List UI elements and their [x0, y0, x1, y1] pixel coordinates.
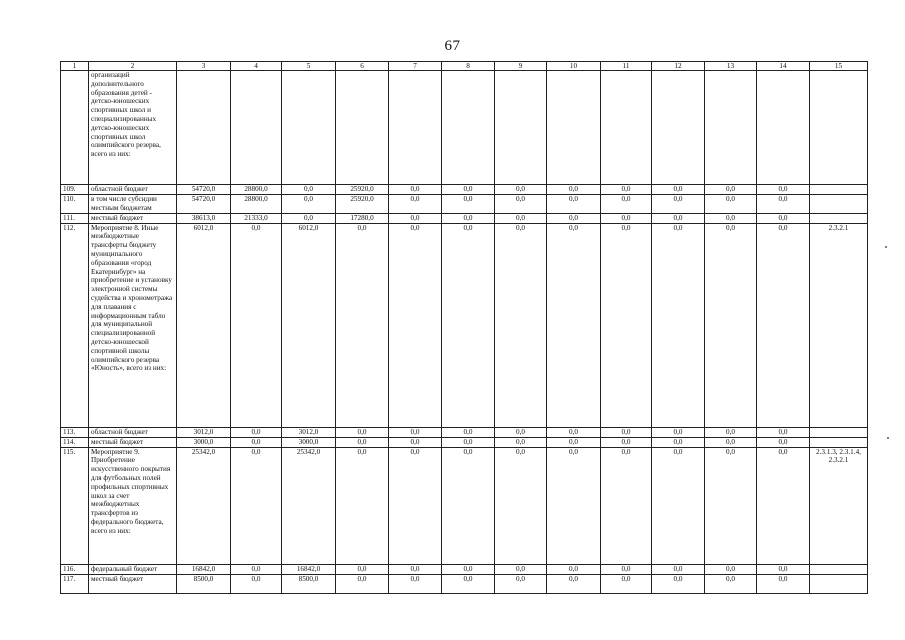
amount-cell: 0,0 — [389, 195, 442, 214]
target-reference — [810, 574, 868, 593]
amount-cell: 0,0 — [231, 574, 282, 593]
amount-cell: 17280,0 — [336, 213, 389, 223]
amount-cell: 0,0 — [757, 447, 810, 564]
amount-cell: 0,0 — [601, 185, 652, 195]
amount-cell: 0,0 — [652, 223, 705, 427]
column-header-2: 2 — [89, 62, 177, 71]
amount-cell: 8500,0 — [177, 574, 231, 593]
amount-cell: 0,0 — [547, 213, 601, 223]
amount-cell: 0,0 — [442, 574, 495, 593]
amount-cell: 0,0 — [705, 213, 757, 223]
table-row — [61, 564, 868, 574]
amount-cell: 0,0 — [389, 223, 442, 427]
amount-cell: 0,0 — [442, 447, 495, 564]
table-row — [61, 71, 868, 185]
amount-cell — [601, 71, 652, 185]
amount-cell: 0,0 — [336, 564, 389, 574]
amount-cell: 0,0 — [757, 437, 810, 447]
column-header-5: 5 — [282, 62, 336, 71]
amount-cell: 28800,0 — [231, 185, 282, 195]
table-header — [61, 62, 868, 71]
amount-cell: 0,0 — [601, 564, 652, 574]
column-header-10: 10 — [547, 62, 601, 71]
amount-cell: 0,0 — [282, 213, 336, 223]
target-reference — [810, 564, 868, 574]
amount-cell: 0,0 — [442, 213, 495, 223]
amount-cell: 0,0 — [442, 185, 495, 195]
amount-cell: 0,0 — [336, 574, 389, 593]
row-description: местный бюджет — [89, 574, 177, 593]
column-header-13: 13 — [705, 62, 757, 71]
amount-cell: 0,0 — [495, 195, 547, 214]
column-header-7: 7 — [389, 62, 442, 71]
amount-cell: 0,0 — [389, 427, 442, 437]
amount-cell: 25920,0 — [336, 195, 389, 214]
amount-cell: 0,0 — [652, 213, 705, 223]
amount-cell: 0,0 — [495, 574, 547, 593]
amount-cell: 0,0 — [652, 564, 705, 574]
amount-cell: 0,0 — [601, 195, 652, 214]
row-number: 117. — [61, 574, 89, 593]
amount-cell: 0,0 — [231, 447, 282, 564]
amount-cell: 0,0 — [547, 574, 601, 593]
row-number: 115. — [61, 447, 89, 564]
target-reference — [810, 437, 868, 447]
row-description: федеральный бюджет — [89, 564, 177, 574]
budget-table — [60, 61, 868, 594]
amount-cell: 0,0 — [705, 223, 757, 427]
amount-cell — [282, 71, 336, 185]
row-number: 111. — [61, 213, 89, 223]
column-header-9: 9 — [495, 62, 547, 71]
header-row — [61, 62, 868, 71]
amount-cell: 0,0 — [705, 574, 757, 593]
amount-cell — [442, 71, 495, 185]
amount-cell: 0,0 — [601, 223, 652, 427]
target-reference: 2.3.1.3, 2.3.1.4, 2.3.2.1 — [810, 447, 868, 564]
amount-cell: 0,0 — [547, 185, 601, 195]
amount-cell: 0,0 — [442, 195, 495, 214]
amount-cell: 0,0 — [757, 223, 810, 427]
amount-cell: 0,0 — [495, 213, 547, 223]
amount-cell: 0,0 — [336, 437, 389, 447]
amount-cell: 0,0 — [231, 223, 282, 427]
amount-cell: 0,0 — [495, 223, 547, 427]
amount-cell — [757, 71, 810, 185]
amount-cell: 3000,0 — [177, 437, 231, 447]
amount-cell: 3000,0 — [282, 437, 336, 447]
table-row — [61, 447, 868, 564]
amount-cell: 0,0 — [757, 427, 810, 437]
amount-cell: 3012,0 — [282, 427, 336, 437]
amount-cell: 54720,0 — [177, 195, 231, 214]
amount-cell: 16842,0 — [177, 564, 231, 574]
row-description: местный бюджет — [89, 437, 177, 447]
target-reference — [810, 213, 868, 223]
row-description: организаций дополнительного образования детей - детско-юношеских спортивных школ и специализированных детско-юношеских спортивных школ олимпийского резерва, всего из них: — [89, 71, 177, 185]
column-header-15: 15 — [810, 62, 868, 71]
amount-cell: 0,0 — [601, 574, 652, 593]
amount-cell: 0,0 — [652, 195, 705, 214]
amount-cell: 0,0 — [547, 427, 601, 437]
amount-cell: 0,0 — [389, 213, 442, 223]
amount-cell: 38613,0 — [177, 213, 231, 223]
row-number: 109. — [61, 185, 89, 195]
amount-cell: 0,0 — [231, 427, 282, 437]
row-number — [61, 71, 89, 185]
amount-cell: 0,0 — [601, 213, 652, 223]
amount-cell: 0,0 — [652, 574, 705, 593]
row-description: Мероприятие 8. Иные межбюджетные трансферты бюджету муниципального образования «город Екатеринбург» на приобретение и установку электронной системы судейства и хронометража для плавания с информационным табло для муниципальной специализированной детско-юношеской спортивной школы олимпийского резерва «Юность», всего из них: — [89, 223, 177, 427]
amount-cell: 0,0 — [231, 437, 282, 447]
column-header-3: 3 — [177, 62, 231, 71]
amount-cell: 0,0 — [282, 185, 336, 195]
amount-cell: 3012,0 — [177, 427, 231, 437]
amount-cell: 0,0 — [547, 447, 601, 564]
amount-cell: 0,0 — [547, 437, 601, 447]
table-row — [61, 574, 868, 593]
amount-cell: 16842,0 — [282, 564, 336, 574]
amount-cell: 0,0 — [231, 564, 282, 574]
scan-mark — [885, 246, 887, 248]
amount-cell: 0,0 — [495, 427, 547, 437]
amount-cell: 0,0 — [442, 427, 495, 437]
amount-cell: 0,0 — [757, 574, 810, 593]
amount-cell: 0,0 — [652, 437, 705, 447]
amount-cell — [177, 71, 231, 185]
amount-cell: 0,0 — [495, 447, 547, 564]
row-description: областной бюджет — [89, 185, 177, 195]
column-header-8: 8 — [442, 62, 495, 71]
amount-cell: 0,0 — [389, 574, 442, 593]
target-reference — [810, 71, 868, 185]
budget-table-container — [60, 61, 867, 594]
amount-cell: 0,0 — [705, 447, 757, 564]
amount-cell: 0,0 — [705, 185, 757, 195]
row-number: 112. — [61, 223, 89, 427]
column-header-1: 1 — [61, 62, 89, 71]
row-number: 113. — [61, 427, 89, 437]
amount-cell: 0,0 — [495, 437, 547, 447]
amount-cell: 25342,0 — [282, 447, 336, 564]
target-reference — [810, 427, 868, 437]
amount-cell: 0,0 — [547, 223, 601, 427]
column-header-12: 12 — [652, 62, 705, 71]
amount-cell: 0,0 — [652, 185, 705, 195]
column-header-4: 4 — [231, 62, 282, 71]
amount-cell: 54720,0 — [177, 185, 231, 195]
table-body — [61, 71, 868, 594]
amount-cell: 0,0 — [389, 437, 442, 447]
row-number: 110. — [61, 195, 89, 214]
amount-cell — [495, 71, 547, 185]
amount-cell: 0,0 — [705, 427, 757, 437]
amount-cell: 0,0 — [442, 564, 495, 574]
amount-cell: 0,0 — [601, 437, 652, 447]
amount-cell: 0,0 — [757, 195, 810, 214]
target-reference: 2.3.2.1 — [810, 223, 868, 427]
amount-cell: 0,0 — [601, 447, 652, 564]
target-reference — [810, 185, 868, 195]
amount-cell: 0,0 — [495, 185, 547, 195]
amount-cell: 25920,0 — [336, 185, 389, 195]
amount-cell: 0,0 — [652, 447, 705, 564]
amount-cell: 0,0 — [389, 447, 442, 564]
amount-cell: 0,0 — [757, 213, 810, 223]
column-header-11: 11 — [601, 62, 652, 71]
amount-cell: 0,0 — [705, 437, 757, 447]
row-number: 114. — [61, 437, 89, 447]
amount-cell: 6012,0 — [282, 223, 336, 427]
amount-cell: 0,0 — [601, 427, 652, 437]
amount-cell: 0,0 — [282, 195, 336, 214]
amount-cell: 28800,0 — [231, 195, 282, 214]
amount-cell — [705, 71, 757, 185]
amount-cell: 0,0 — [547, 195, 601, 214]
amount-cell — [231, 71, 282, 185]
table-row — [61, 213, 868, 223]
column-header-14: 14 — [757, 62, 810, 71]
amount-cell: 0,0 — [705, 195, 757, 214]
amount-cell: 0,0 — [442, 437, 495, 447]
amount-cell: 8500,0 — [282, 574, 336, 593]
amount-cell: 0,0 — [336, 447, 389, 564]
row-description: областной бюджет — [89, 427, 177, 437]
amount-cell — [652, 71, 705, 185]
amount-cell: 0,0 — [336, 223, 389, 427]
amount-cell — [389, 71, 442, 185]
row-description: Мероприятие 9. Приобретение искусственного покрытия для футбольных полей профильных спортивных школ за счет межбюджетных трансфертов из федерального бюджета, всего из них: — [89, 447, 177, 564]
amount-cell — [336, 71, 389, 185]
amount-cell: 0,0 — [495, 564, 547, 574]
table-row — [61, 427, 868, 437]
amount-cell: 0,0 — [705, 564, 757, 574]
amount-cell: 0,0 — [757, 564, 810, 574]
row-description: в том числе субсидии местным бюджетам — [89, 195, 177, 214]
amount-cell — [547, 71, 601, 185]
page-number: 67 — [444, 38, 461, 54]
column-header-6: 6 — [336, 62, 389, 71]
amount-cell: 0,0 — [757, 185, 810, 195]
amount-cell: 6012,0 — [177, 223, 231, 427]
table-row — [61, 195, 868, 214]
amount-cell: 0,0 — [652, 427, 705, 437]
row-number: 116. — [61, 564, 89, 574]
table-row — [61, 437, 868, 447]
amount-cell: 0,0 — [547, 564, 601, 574]
row-description: местный бюджет — [89, 213, 177, 223]
amount-cell: 21333,0 — [231, 213, 282, 223]
table-row — [61, 223, 868, 427]
amount-cell: 0,0 — [442, 223, 495, 427]
amount-cell: 0,0 — [389, 564, 442, 574]
table-row — [61, 185, 868, 195]
amount-cell: 0,0 — [336, 427, 389, 437]
target-reference — [810, 195, 868, 214]
amount-cell: 0,0 — [389, 185, 442, 195]
scan-mark — [887, 437, 889, 439]
amount-cell: 25342,0 — [177, 447, 231, 564]
